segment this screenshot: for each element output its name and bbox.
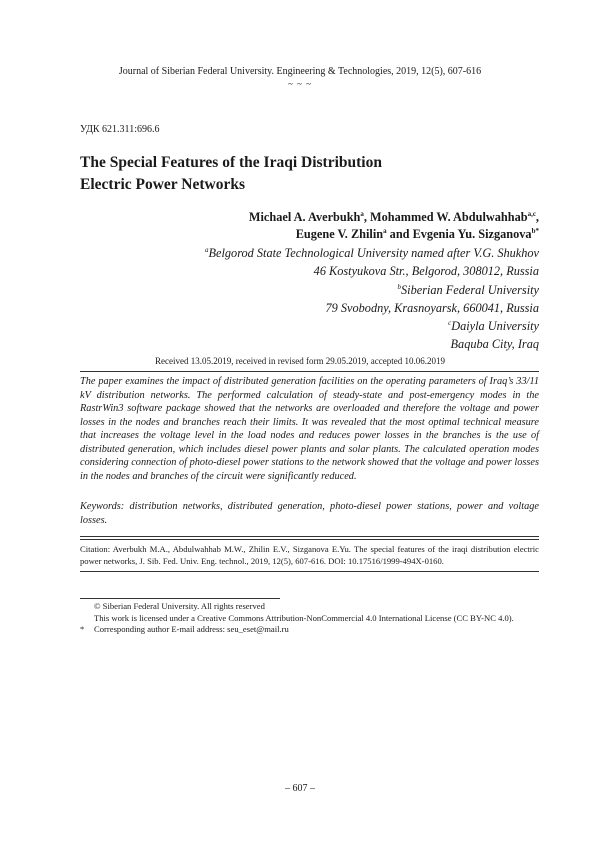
abstract-text: The paper examines the impact of distributed generation facilities on the operating parameters of Iraq’s 33/11 kV distribution networks. The performed calculation of steady-state and post-emergency modes in the RastrWin3 software package showed that the networks are overloaded and therefore the voltage and power losses in the nodes and branches reach their limits. It was revealed that the most optimal technical measure that increases the voltage level in the load nodes and reduces power losses in the branches is the use of distributed generation, which includes diesel power plants and solar plants. The calculated operation modes considering connection of photo-diesel power stations to the network showed that the voltage and power losses in the nodes and branches of the circuit were significantly reduced. bbox=[80, 376, 539, 482]
footnote-license: This work is licensed under a Creative Commons Attribution-NonCommercial 4.0 International License (CC BY-NC 4.0). bbox=[94, 612, 514, 623]
abstract-top-rule bbox=[80, 371, 539, 372]
author-line-1 bbox=[249, 209, 539, 226]
header-separator: ~ ~ ~ bbox=[287, 79, 313, 89]
footnote-asterisk: * bbox=[80, 624, 85, 634]
affil-text: Siberian Federal University bbox=[401, 282, 539, 297]
paper-title bbox=[80, 152, 382, 196]
affil-text: Daiyla University bbox=[451, 319, 539, 334]
author-name: and Evgenia Yu. Sizganova bbox=[386, 227, 532, 241]
footnotes bbox=[80, 601, 514, 636]
paper-title-line-2: Electric Power Networks bbox=[80, 176, 245, 193]
received-dates: Received 13.05.2019, received in revised form 29.05.2019, accepted 10.06.2019 bbox=[155, 356, 445, 366]
author-affil-mark: a,c bbox=[527, 209, 536, 218]
udk-code: УДК 621.311:696.6 bbox=[80, 124, 160, 135]
affiliation-b-line-1 bbox=[205, 281, 539, 299]
author-affil-mark: a bbox=[360, 209, 364, 218]
affiliation-a-line-1 bbox=[205, 244, 539, 262]
affiliation-c-line-1 bbox=[205, 317, 539, 335]
affil-mark: a bbox=[205, 245, 209, 254]
affiliation-b-line-2: 79 Svobodny, Krasnoyarsk, 660041, Russia bbox=[325, 300, 539, 315]
affil-text: Belgorod State Technological University named after V.G. Shukhov bbox=[208, 246, 539, 260]
footnote-rule bbox=[80, 598, 280, 599]
author-line-2 bbox=[249, 226, 539, 243]
footnote-corresponding bbox=[80, 624, 514, 636]
author-separator: , bbox=[535, 210, 539, 224]
affiliation-a-line-2: 46 Kostyukova Str., Belgorod, 308012, Russia bbox=[313, 264, 539, 279]
keywords-bottom-rule bbox=[80, 536, 539, 537]
author-affil-mark: a bbox=[383, 226, 387, 235]
author-name: Michael A. Averbukh bbox=[248, 210, 361, 224]
journal-header: Journal of Siberian Federal University. Engineering & Technologies, 2019, 12(5), 607-616 bbox=[118, 66, 482, 77]
author-affil-mark: b* bbox=[531, 226, 539, 235]
keywords-text: Keywords: distribution networks, distributed generation, photo-diesel power stations, power and voltage losses. bbox=[80, 501, 539, 526]
page-number: – 607 – bbox=[285, 783, 315, 794]
affiliations bbox=[205, 244, 539, 354]
citation-text: Citation: Averbukh M.A., Abdulwahhab M.W., Zhilin E.V., Sizganova E.Yu. The special features of the iraqi distribution electric power networks, J. Sib. Fed. Univ. Eng. technol., 2019, 12(5), 607-616. DOI: 10.17516/1999-494X-0160. bbox=[80, 544, 539, 566]
citation-bottom-rule bbox=[80, 571, 539, 572]
footnote-email: Corresponding author E-mail address: seu_eset@mail.ru bbox=[94, 624, 289, 634]
footnote-copyright: © Siberian Federal University. All rights reserved bbox=[94, 601, 265, 611]
affil-mark: b bbox=[397, 282, 402, 291]
author-list bbox=[249, 209, 539, 243]
keywords-bottom-rule-2 bbox=[80, 539, 539, 540]
affil-mark: c bbox=[448, 319, 452, 328]
affiliation-c-line-2: Baquba City, Iraq bbox=[450, 337, 539, 352]
paper-title-line-1: The Special Features of the Iraqi Distribution bbox=[80, 154, 382, 171]
author-name: Eugene V. Zhilin bbox=[295, 227, 384, 241]
author-name: , Mohammed W. Abdulwahhab bbox=[363, 210, 528, 224]
